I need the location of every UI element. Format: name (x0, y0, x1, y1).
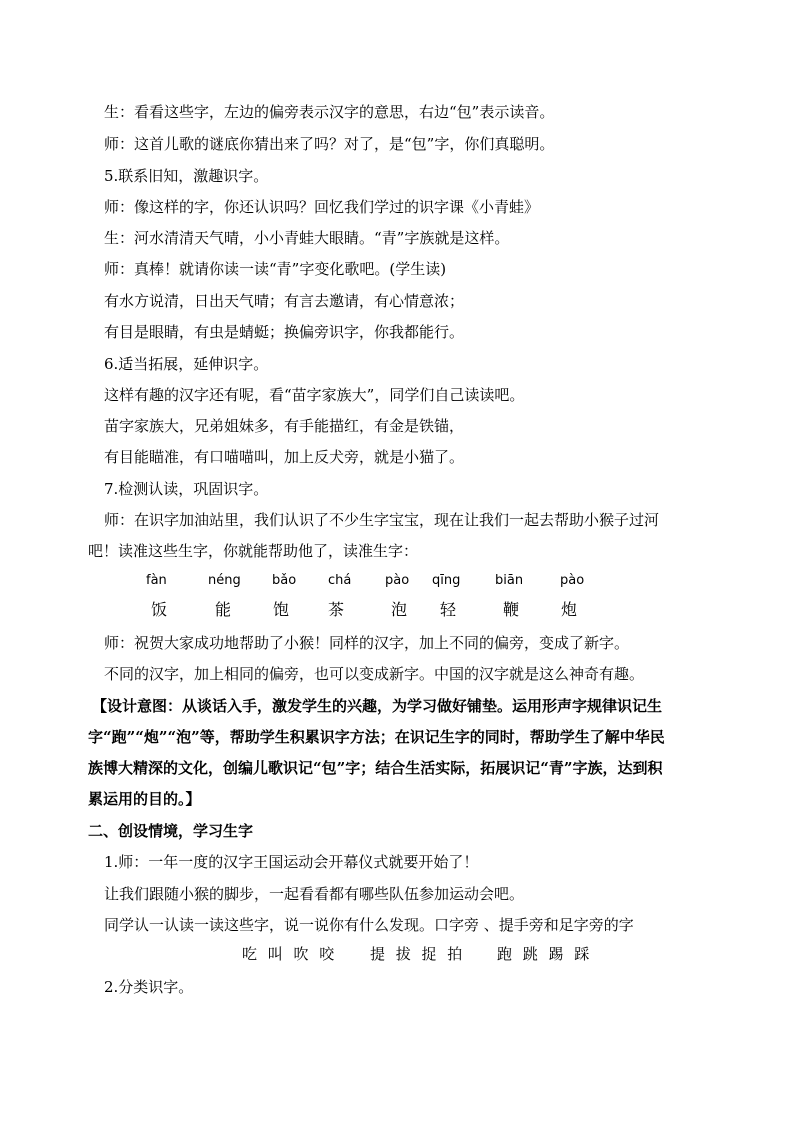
vocab-character: 饱 (273, 600, 290, 619)
design-intent: 字“跑”“炮”“泡”等，帮助学生积累识字方法；在识记生字的同时，帮助学生了解中华民 (88, 728, 665, 746)
text-line: 师：真棒！就请你读一读“青”字变化歌吧。(学生读) (104, 260, 447, 278)
pinyin-label: fàn (146, 573, 167, 588)
text-line: 1.师：一年一度的汉字王国运动会开幕仪式就要开始了！ (104, 853, 479, 871)
vocab-character: 茶 (328, 600, 345, 619)
vocab-character: 泡 (391, 600, 408, 619)
text-line: 这样有趣的汉字还有呢，看“苗字家族大”，同学们自己读读吧。 (104, 386, 525, 404)
design-intent: 【设计意图：从谈话入手，激发学生的兴趣，为学习做好铺垫。运用形声字规律识记生 (92, 697, 663, 715)
text-line: 生：河水清清天气晴，小小青蛙大眼睛。“青”字族就是这样。 (104, 229, 510, 247)
text-line: 师：祝贺大家成功地帮助了小猴！同样的汉字，加上不同的偏旁，变成了新字。 (104, 634, 630, 652)
pinyin-label: pào (560, 573, 585, 588)
vocab-character: 饭 (151, 600, 168, 619)
text-line: 吧！读准这些生字，你就能帮助他了，读准生字： (88, 542, 419, 560)
vocab-character: 炮 (561, 600, 578, 619)
pinyin-label: biān (495, 573, 524, 588)
poem-line: 有目是眼睛，有虫是蜻蜓；换偏旁识字，你我都能行。 (104, 323, 465, 341)
vocab-character: 鞭 (503, 600, 520, 619)
text-line: 生：看看这些字，左边的偏旁表示汉字的意思，右边“包”表示读音。 (104, 103, 555, 121)
text-line: 师：在识字加油站里，我们认识了不少生字宝宝，现在让我们一起去帮助小猴子过河 (104, 511, 660, 529)
step-heading: 7.检测认读，巩固识字。 (104, 480, 269, 498)
poem-line: 有目能瞄准，有口喵喵叫，加上反犬旁，就是小猫了。 (104, 448, 465, 466)
section-heading: 二、创设情境，学习生字 (88, 822, 254, 840)
step-heading: 5.联系旧知，激趣识字。 (104, 167, 269, 185)
poem-line: 有水方说清，日出天气晴；有言去邀请，有心情意浓； (104, 292, 465, 310)
pinyin-label: qīng (432, 573, 461, 588)
poem-line: 苗字家族大，兄弟姐妹多，有手能描红，有金是铁锚， (104, 417, 465, 435)
step-heading: 6.适当拓展，延伸识字。 (104, 355, 269, 373)
design-intent: 累运用的目的。】 (88, 790, 201, 808)
pinyin-label: chá (328, 573, 352, 588)
pinyin-label: pào (385, 573, 410, 588)
char-group-foot: 跑 跳 踢 踩 (497, 945, 593, 963)
pinyin-label: bǎo (272, 573, 297, 588)
vocab-character: 轻 (440, 600, 457, 619)
pinyin-label: néng (208, 573, 241, 588)
char-group-hand: 提 拔 捉 拍 (370, 945, 466, 963)
vocab-character: 能 (215, 600, 232, 619)
text-line: 同学认一认读一读这些字，说一说你有什么发现。口字旁 、提手旁和足字旁的字 (104, 916, 634, 934)
design-intent: 族博大精深的文化，创编儿歌识记“包”字；结合生活实际，拓展识记“青”字族，达到积 (88, 759, 663, 777)
step-heading: 2.分类识字。 (104, 978, 194, 996)
text-line: 师：这首儿歌的谜底你猜出来了吗？对了，是“包”字，你们真聪明。 (104, 135, 555, 153)
text-line: 让我们跟随小猴的脚步，一起看看都有哪些队伍参加运动会吧。 (104, 885, 525, 903)
text-line: 不同的汉字，加上相同的偏旁，也可以变成新字。中国的汉字就是这么神奇有趣。 (104, 665, 645, 683)
char-group-mouth: 吃 叫 吹 咬 (242, 945, 338, 963)
text-line: 师：像这样的字，你还认识吗？回忆我们学过的识字课《小青蛙》 (104, 198, 540, 216)
